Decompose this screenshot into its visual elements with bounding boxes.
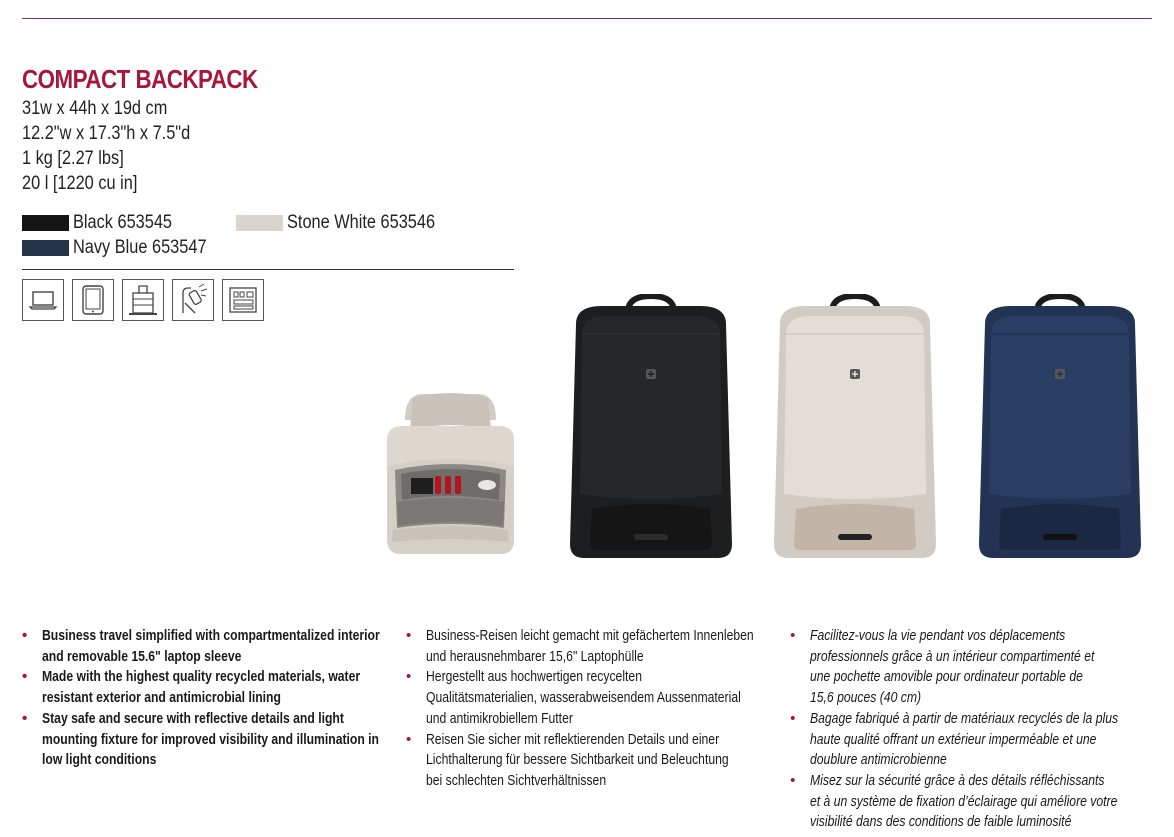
bullet-de-1: • Business-Reisen leicht gemacht mit gefächertem Innenleben	[406, 627, 754, 644]
features-english	[22, 626, 444, 771]
bullet-de-2-cont: Qualitätsmaterialien, wasserabweisendem Aussenmaterial	[426, 690, 741, 707]
bullet-fr-1: • Facilitez-vous la vie pendant vos déplacements	[790, 627, 1066, 644]
laptop-icon	[22, 279, 64, 321]
bullet-de-2-cont2: und antimikrobiellem Futter	[426, 710, 573, 727]
section-divider	[22, 269, 514, 270]
bullet-fr-2-cont: haute qualité offrant un extérieur imperméable et une	[810, 731, 1097, 748]
backpack-stone-white-image	[766, 294, 944, 562]
color-label-navy-blue: Navy Blue 653547	[73, 237, 207, 258]
bullet-de-3-cont: Lichthalterung für bessere Sichtbarkeit und Beleuchtung	[426, 752, 729, 769]
bullet-de-1-cont: und herausnehmbarer 15,6" Laptophülle	[426, 648, 644, 665]
color-option-navy-blue	[22, 237, 228, 259]
color-swatch-black	[22, 215, 69, 231]
bullet-en-3-cont2: low light conditions	[42, 752, 157, 769]
backpack-open-interior-image	[383, 390, 518, 560]
bullet-fr-1-cont: professionnels grâce à un intérieur compartimenté et	[810, 648, 1095, 665]
bullet-en-2: • Made with the highest quality recycled materials, water	[22, 668, 361, 686]
color-swatch-stone-white	[236, 215, 283, 231]
bullet-en-3: • Stay safe and secure with reflective details and light	[22, 709, 344, 727]
bullet-fr-3-cont2: visibilité dans des conditions de faible luminosité	[810, 814, 1072, 831]
color-option-stone-white	[236, 212, 459, 234]
features-french	[790, 626, 1174, 833]
top-rule	[22, 18, 1152, 19]
bullet-en-2-cont: resistant exterior and antimicrobial lining	[42, 690, 281, 707]
spec-volume: 20 l [1220 cu in]	[22, 173, 138, 194]
features-german	[406, 626, 816, 792]
bullet-en-1-cont: and removable 15.6" laptop sleeve	[42, 648, 242, 665]
bullet-de-3: • Reisen Sie sicher mit reflektierenden Details und einer	[406, 730, 720, 748]
bullet-fr-3: • Misez sur la sécurité grâce à des détails réfléchissants	[790, 771, 1105, 789]
bullet-fr-1-cont2: une pochette amovible pour ordinateur portable de	[810, 669, 1083, 686]
bullet-de-2: • Hergestellt aus hochwertigen recycelten	[406, 668, 642, 686]
color-label-black: Black 653545	[73, 212, 173, 233]
light-mount-icon	[172, 279, 214, 321]
trolley-strap-icon	[122, 279, 164, 321]
color-swatch-navy-blue	[22, 240, 69, 256]
bullet-fr-2: • Bagage fabriqué à partir de matériaux recyclés de la plus	[790, 709, 1119, 727]
color-label-stone-white: Stone White 653546	[287, 212, 436, 233]
organizer-icon	[222, 279, 264, 321]
product-specs	[22, 96, 218, 196]
spec-dimensions-cm: 31w x 44h x 19d cm	[22, 98, 168, 119]
spec-dimensions-in: 12.2"w x 17.3"h x 7.5"d	[22, 123, 191, 144]
bullet-fr-3-cont: et à un système de fixation d’éclairage qui améliore votre	[810, 793, 1118, 810]
bullet-de-3-cont2: bei schlechten Sichtverhältnissen	[426, 772, 607, 789]
bullet-fr-2-cont2: doublure antimicrobienne	[810, 752, 947, 769]
bullet-fr-1-cont3: 15,6 pouces (40 cm)	[810, 690, 922, 707]
spec-weight: 1 kg [2.27 lbs]	[22, 148, 124, 169]
backpack-black-image	[562, 294, 740, 562]
bullet-en-3-cont: mounting fixture for improved visibility and illumination in	[42, 731, 379, 748]
tablet-icon	[72, 279, 114, 321]
feature-icons	[22, 279, 272, 321]
backpack-navy-blue-image	[971, 294, 1149, 562]
product-title: COMPACT BACKPACK	[22, 64, 258, 94]
color-option-black	[22, 212, 188, 234]
bullet-en-1: • Business travel simplified with compartmentalized interior	[22, 627, 380, 644]
